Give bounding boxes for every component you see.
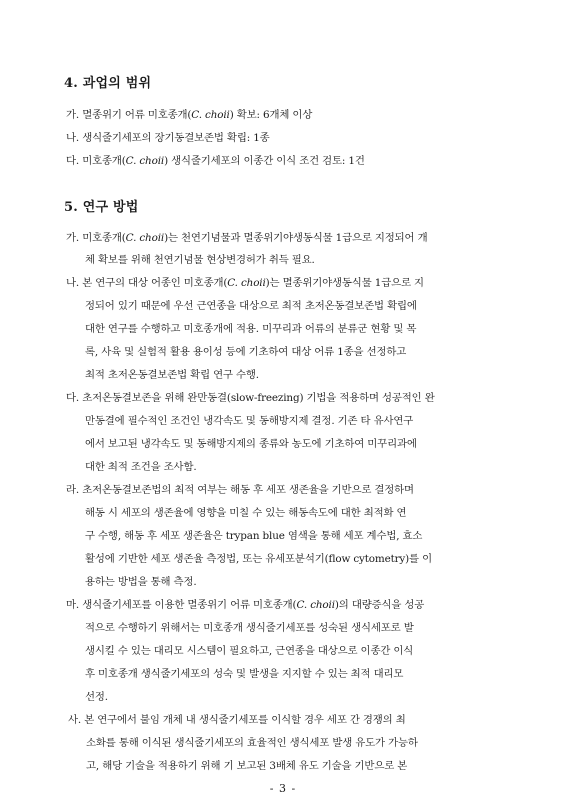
item-marker: 나. [66, 132, 80, 144]
section-5-ma-line-2: 적으로 수행하기 위해서는 미호종개 생식줄기세포를 성숙된 생식세포로 발 [85, 622, 414, 634]
section-5-na-line-2: 정되어 있기 때문에 우선 근연종을 대상으로 최적 초저온동결보존법 확립에 [85, 300, 417, 312]
section-5-na-line-5: 최적 초저온동결보존법 확립 연구 수행. [85, 369, 259, 381]
section-5-ga-line-2: 체 확보를 위해 천연기념물 현상변경허가 취득 필요. [85, 254, 315, 266]
species-name: C. choii [125, 232, 165, 244]
section-5-ra-line-4: 활성에 기반한 세포 생존율 측정법, 또는 유세포분석기(flow cytometry)를 이 [85, 553, 432, 565]
section-4-title: 4. 과업의 범위 [64, 76, 152, 91]
species-name: C. choii [227, 277, 266, 289]
section-4-item-na [66, 129, 270, 144]
section-5-ra-line-2: 해동 시 세포의 생존율에 영향을 미칠 수 있는 해동속도에 대한 최적화 연 [85, 507, 407, 519]
paragraph-text: 마. 생식줄기세포를 이용한 멸종위기 어류 미호종개( [66, 599, 297, 611]
section-4-item-da [66, 152, 365, 167]
section-5-title: 5. 연구 방법 [64, 200, 139, 215]
species-name: C. choii [191, 109, 230, 121]
paragraph-text: 가. 미호종개( [66, 232, 126, 244]
section-5-da-line-2: 만동결에 필수적인 조건인 냉각속도 및 동해방지제 결정. 기존 타 유사연구 [85, 415, 414, 427]
section-5-ma-line-5: 선정. [85, 691, 108, 703]
section-5-da-line-4: 대한 최적 조건을 조사함. [85, 461, 197, 473]
section-4-item-ga [66, 106, 312, 121]
item-text: 멸종위기 어류 미호종개( [79, 109, 192, 121]
section-5-da-line-3: 에서 보고된 냉각속도 및 동해방지제의 종류와 농도에 기초하여 미꾸리과에 [85, 438, 417, 450]
page-number: - 3 - [269, 782, 297, 795]
section-5-sa-line-3: 고, 해당 기술을 적용하기 위해 기 보고된 3배체 유도 기술을 기반으로 본 [86, 760, 408, 772]
section-5-sa-line-1: 사. 본 연구에서 불임 개체 내 생식줄기세포를 이식할 경우 세포 간 경쟁의 최 [68, 714, 406, 726]
paragraph-text: )의 대량증식을 성공 [334, 599, 425, 611]
section-5-ga-line-1 [66, 229, 428, 244]
item-text: ) 확보: 6개체 이상 [229, 109, 313, 121]
section-5-ra-line-3: 구 수행, 해동 후 세포 생존율은 trypan blue 염색을 통해 세포 계수법, 효소 [85, 530, 423, 542]
item-text: 생식줄기세포의 장기동결보존법 확립: 1종 [79, 132, 270, 144]
section-5-ra-line-1: 라. 초저온동결보존법의 최적 여부는 해동 후 세포 생존율을 기반으로 결정하며 [66, 484, 414, 496]
item-marker: 가. [66, 109, 80, 121]
paragraph-text: )는 천연기념물과 멸종위기야생동식물 1급으로 지정되어 개 [164, 232, 428, 244]
section-5-sa-line-2: 소화를 통해 이식된 생식줄기세포의 효율적인 생식세포 발생 유도가 가능하 [86, 737, 418, 749]
item-text: ) 생식줄기세포의 이종간 이식 조건 검토: 1건 [164, 155, 365, 167]
section-5-na-line-1 [66, 274, 424, 289]
section-5-ma-line-4: 후 미호종개 생식줄기세포의 성숙 및 발생을 지지할 수 있는 최적 대리모 [85, 668, 404, 680]
section-5-da-line-1: 다. 초저온동결보존을 위해 완만동결(slow-freezing) 기법을 적용하며 성공적인 완 [66, 392, 435, 404]
section-5-na-line-4: 록, 사육 및 실험적 활용 용이성 등에 기초하여 대상 어류 1종을 선정하고 [85, 346, 407, 358]
species-name: C. choii [296, 599, 335, 611]
section-5-na-line-3: 대한 연구를 수행하고 미호종개에 적용. 미꾸리과 어류의 분류군 현황 및 목 [85, 323, 417, 335]
species-name: C. choii [125, 155, 165, 167]
section-5-ma-line-3: 생시킬 수 있는 대리모 시스템이 필요하고, 근연종을 대상으로 이종간 이식 [85, 645, 414, 657]
item-marker: 다. [66, 155, 80, 167]
section-5-ma-line-1 [66, 596, 424, 611]
section-5-ra-line-5: 용하는 방법을 통해 측정. [85, 576, 197, 588]
item-text: 미호종개( [79, 155, 126, 167]
paragraph-text: 나. 본 연구의 대상 어종인 미호종개( [66, 277, 228, 289]
paragraph-text: )는 멸종위기야생동식물 1급으로 지 [265, 277, 424, 289]
